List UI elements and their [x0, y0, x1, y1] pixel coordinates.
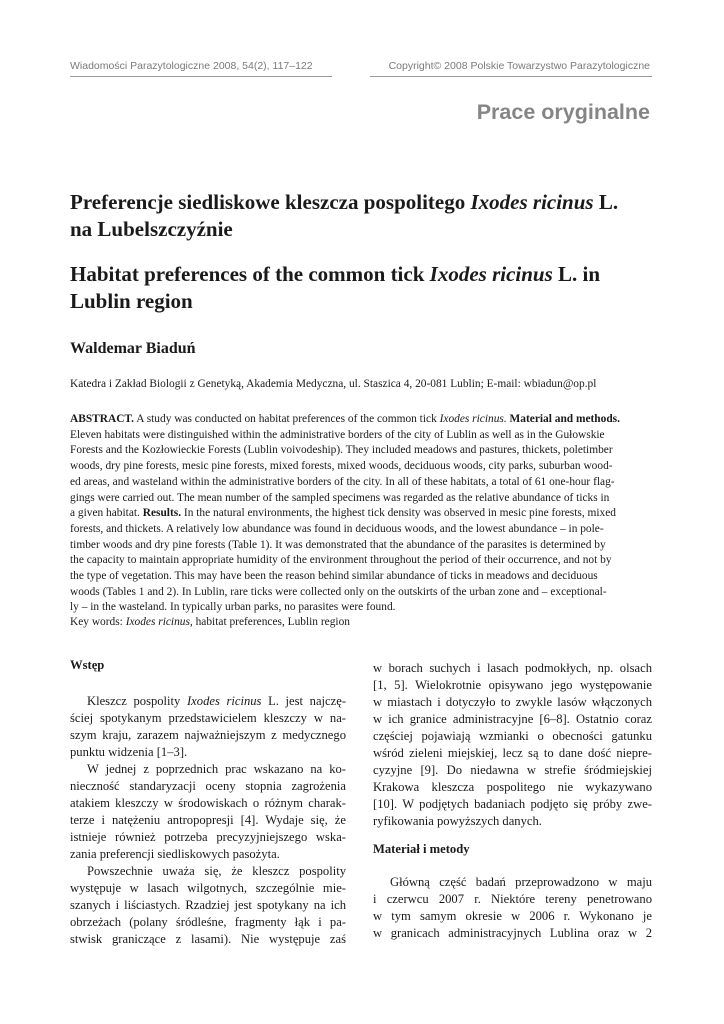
title-english-text: Habitat preferences of the common tick: [70, 262, 430, 286]
keywords: [70, 616, 350, 628]
intro-line: atakiem kleszczy w środowiskach o różnym charak-: [70, 796, 346, 810]
title-english-species: Ixodes ricinus: [429, 262, 553, 286]
title-english: [70, 261, 660, 315]
introduction-body: [70, 693, 346, 948]
intro-line: w miastach i dotyczyło to zwykle lasów włączonych: [373, 695, 652, 709]
intro-line: terze i natężeniu antropopresji [4]. Wydaje się, że: [70, 813, 346, 827]
abstract-text: A study was conducted on habitat preferences of the common tick: [134, 413, 440, 425]
heading-materials-methods: Materiał i metody: [373, 842, 470, 856]
intro-line: ryfikowania powyższych danych.: [373, 814, 542, 828]
intro-line: występuje w lasach wilgotnych, szczególnie mie-: [70, 881, 346, 895]
abstract-line: the type of vegetation. This may have been the reason behind similar abundance of ticks in meadows and deciduous: [70, 570, 598, 583]
running-header: [70, 60, 650, 76]
abstract-line: the capacity to maintain appropriate humidity of the environment throughout the period of their occurrence, and not by: [70, 554, 612, 567]
abstract-text: In the natural environments, the highest tick density was observed in mesic pine forests, mixed: [181, 507, 617, 520]
abstract-species: Ixodes ricinus.: [439, 413, 507, 425]
intro-line: [1, 5]. Wielokrotnie opisywano jego występowanie: [373, 678, 652, 692]
intro-line: ściej spotykanym przedstawicielem kleszczy w na-: [70, 711, 346, 725]
intro-line: wśród zieleni miejskiej, lecz są to dane dość niepre-: [373, 746, 652, 760]
intro-line: W jednej z poprzednich prac wskazano na ko-: [87, 762, 346, 776]
methods-line: i czerwcu 2007 r. Niektóre tereny penetrowano: [373, 892, 652, 906]
copyright-notice: Copyright© 2008 Polskie Towarzystwo Parazytologiczne: [388, 60, 650, 72]
intro-text: Kleszcz pospolity: [87, 694, 187, 708]
abstract-label: ABSTRACT.: [70, 413, 135, 425]
abstract-results-label: Results.: [142, 507, 182, 520]
header-rule-left: [70, 76, 332, 77]
title-polish-author-abbrev: L.: [593, 190, 619, 214]
materials-methods-body: [373, 874, 652, 942]
abstract-line: timber woods and dry pine forests (Table 1). It was demonstrated that the abundance of the parasites is determined by: [70, 538, 606, 551]
intro-line: w borach suchych i lasach podmokłych, np. olsach: [373, 661, 652, 675]
abstract-text: a given habitat.: [70, 507, 143, 520]
intro-line: szanych i liściastych. Rzadziej jest spotykany na ich: [70, 898, 346, 912]
intro-line: szym kraju, zarazem najważniejszym z medycznego: [70, 728, 346, 742]
intro-line: Powszechnie uważa się, że kleszcz pospolity: [87, 864, 346, 878]
heading-introduction: Wstęp: [70, 658, 105, 672]
abstract-line: gings were carried out. The mean number of the sampled specimens was regarded as the relative abundance of ticks in: [70, 491, 610, 504]
keywords-species: Ixodes ricinus,: [125, 616, 193, 628]
intro-line: obrzeżach (polany śródleśne, fragmenty łąk i pa-: [70, 915, 346, 929]
title-polish-text: Preferencje siedliskowe kleszcza pospolitego: [70, 190, 471, 214]
section-label: Prace oryginalne: [476, 100, 650, 124]
abstract-methods-label: Material and methods.: [506, 413, 620, 425]
intro-species: Ixodes ricinus: [186, 694, 262, 708]
author-name: Waldemar Biaduń: [70, 340, 196, 357]
abstract-line: ly – in the wasteland. In typically urban parks, no parasites were found.: [70, 601, 396, 614]
abstract-line: ed areas, and wasteland within the administrative borders of the city. In all of these habitats, a total of 61 one-hour flag-: [70, 475, 615, 488]
intro-line: zania preferencji siedliskowych pasożyta.: [70, 847, 280, 861]
methods-line: Główną część badań przeprowadzono w maju: [390, 875, 652, 889]
intro-line: Krakowa kleszcza pospolitego nie wykazywano: [373, 780, 652, 794]
introduction-continued: [373, 660, 652, 830]
abstract: [70, 412, 652, 616]
methods-line: w tym samym okresie w 2006 r. Wykonano je: [373, 909, 652, 923]
keywords-list: habitat preferences, Lublin region: [192, 616, 350, 628]
header-rule-right: [370, 76, 652, 77]
intro-line: nieczność standaryzacji oceny stopnia zagrożenia: [70, 779, 346, 793]
author-affiliation: Katedra i Zakład Biologii z Genetyką, Akademia Medyczna, ul. Staszica 4, 20-081 Lublin; E-mail: wbiadun@op.pl: [70, 378, 597, 390]
intro-line: stwisk graniczące z lasami). Nie występuje zaś: [70, 932, 346, 946]
abstract-line: Eleven habitats were distinguished within the administrative borders of the city of Lublin as well as in the Gułowskie: [70, 428, 605, 441]
keywords-label: Key words:: [70, 616, 126, 628]
title-polish: [70, 189, 660, 243]
abstract-line: forests, and thickets. A relatively low abundance was found in deciduous woods, and the lowest abundance – in pole-: [70, 522, 604, 535]
intro-text: L. jest najczę-: [261, 694, 347, 708]
intro-line: częściej pojawiają wzmianki o obecności gatunku: [373, 729, 652, 743]
intro-line: cyzyjne [9]. Do niedawna w strefie śródmiejskiej: [373, 763, 652, 777]
title-english-suffix: L. in: [552, 262, 601, 286]
intro-line: w ich granice administracyjne [6–8]. Ostatnio coraz: [373, 712, 652, 726]
title-polish-line2: na Lubelszczyźnie: [70, 217, 233, 241]
abstract-line: woods (Tables 1 and 2). In Lublin, rare ticks were collected only on the outskirts of the urban zone and – exceptional-: [70, 585, 607, 598]
intro-line: [10]. W podjętych badaniach podjęto się próby zwe-: [373, 797, 652, 811]
abstract-line: Forests and the Kozłowieckie Forests (Lublin voivodeship). They included meadows and pastures, thickets, poletimber: [70, 444, 613, 457]
intro-line: istnieje również potrzeba precyzyjniejszego wska-: [70, 830, 346, 844]
journal-citation: Wiadomości Parazytologiczne 2008, 54(2), 117–122: [70, 60, 313, 72]
title-polish-species: Ixodes ricinus: [470, 190, 594, 214]
intro-line: punktu widzenia [1–3].: [70, 745, 188, 759]
title-english-line2: Lublin region: [70, 289, 193, 313]
abstract-line: woods, dry pine forests, mesic pine forests, mixed forests, mixed woods, deciduous woods, city parks, suburban wood-: [70, 460, 613, 473]
methods-line: w granicach administracyjnych Lublina oraz w 2: [373, 926, 652, 940]
